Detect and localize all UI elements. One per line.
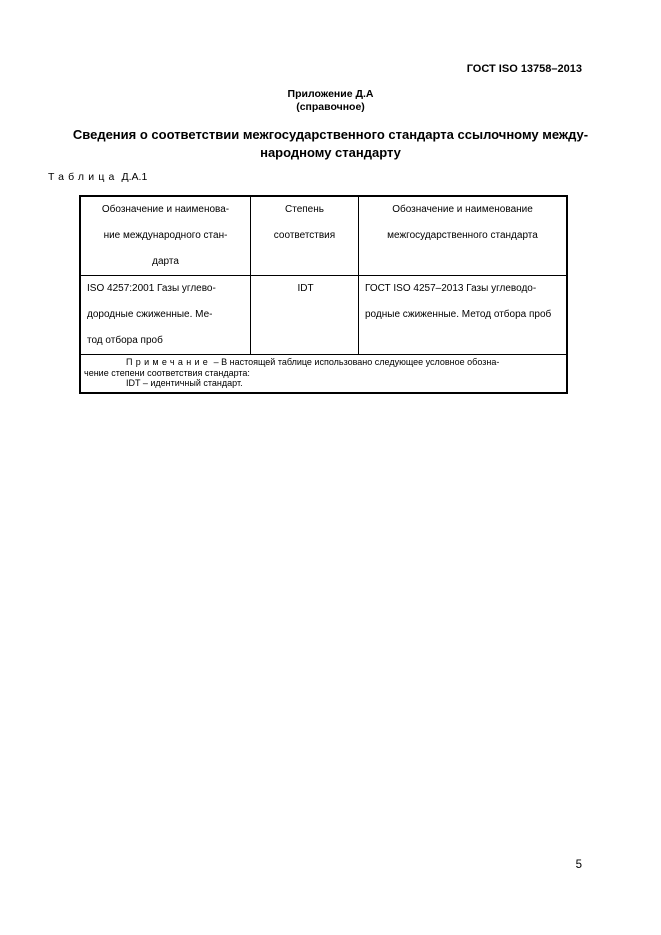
cell-line: IDT: [297, 283, 314, 294]
correspondence-table: [79, 195, 568, 394]
cell-interstate-standard: [359, 276, 568, 355]
table-header-row: [80, 196, 567, 276]
title-line-1: Сведения о соответствии межгосударственного стандарта ссылочному между-: [72, 127, 589, 142]
cell-degree: [251, 276, 359, 355]
header-line: Степень: [285, 204, 324, 215]
table-note: [80, 355, 567, 393]
table-caption-prefix: Таблица: [48, 171, 119, 183]
cell-line: тод отбора проб: [87, 335, 163, 346]
note-text-3: IDT – идентичный стандарт.: [126, 378, 243, 388]
header-line: дарта: [152, 256, 179, 267]
cell-line: ISO 4257:2001 Газы углево-: [87, 283, 216, 294]
standard-code: ГОСТ ISO 13758–2013: [466, 63, 582, 75]
table-row: [80, 276, 567, 355]
document-title: [40, 126, 621, 162]
cell-international-standard: [80, 276, 251, 355]
cell-line: ГОСТ ISO 4257–2013 Газы углеводо-: [365, 283, 537, 294]
note-text-1: – В настоящей таблице использовано следующее условное обозна-: [211, 357, 500, 367]
table-note-row: [80, 355, 567, 393]
header-line: Обозначение и наименование: [392, 204, 533, 215]
page-number: 5: [575, 859, 582, 871]
header-degree: [251, 196, 359, 276]
note-text-2: чение степени соответствия стандарта:: [84, 367, 250, 378]
header-line: межгосударственного стандарта: [387, 230, 538, 241]
header-interstate-standard: [359, 196, 568, 276]
cell-line: родные сжиженные. Метод отбора проб: [365, 309, 552, 320]
table-caption-number: Д.А.1: [121, 171, 148, 183]
note-label: Примечание: [126, 357, 212, 367]
appendix-title: Приложение Д.А: [287, 88, 374, 100]
appendix-heading: [0, 88, 661, 114]
appendix-type: (справочное): [296, 101, 365, 113]
note-line-1: [84, 357, 561, 368]
header-line: ние международного стан-: [103, 230, 228, 241]
table-caption: [48, 171, 147, 183]
cell-line: дородные сжиженные. Ме-: [87, 309, 213, 320]
header-international-standard: [80, 196, 251, 276]
header-line: Обозначение и наименова-: [101, 204, 230, 215]
header-line: соответствия: [273, 230, 336, 241]
title-line-2: народному стандарту: [260, 145, 401, 160]
